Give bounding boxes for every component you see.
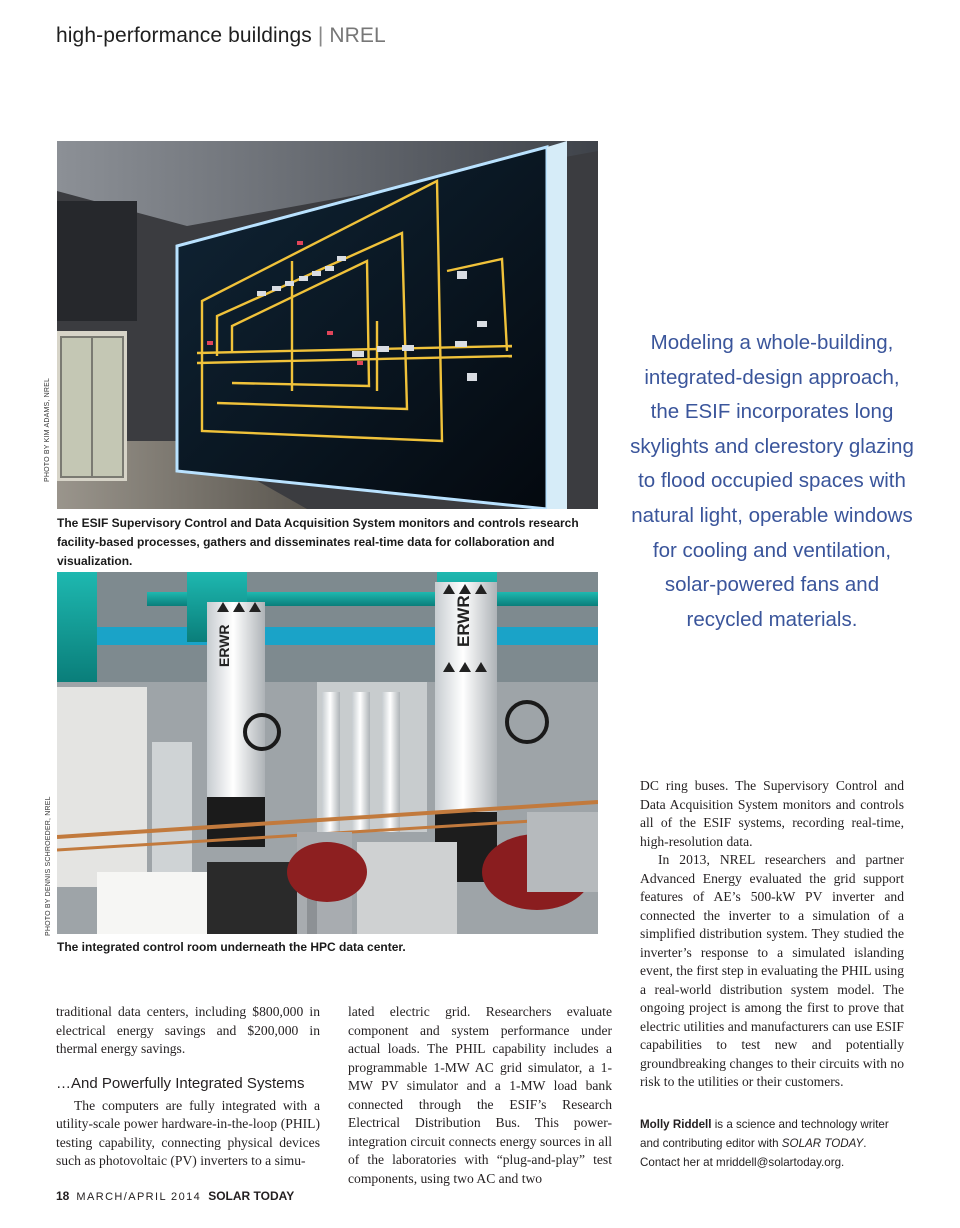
bio-magazine: SOLAR TODAY (781, 1137, 864, 1150)
header-separator: | (317, 24, 324, 47)
page-footer (56, 1189, 294, 1203)
author-bio (640, 1115, 908, 1172)
col1-paragraph-1: traditional data centers, including $800,000 in electrical energy savings and $200,000 in thermal energy savings. (56, 1004, 320, 1056)
pipe-label-right: ERWR (454, 595, 473, 647)
photo1-credit: PHOTO BY KIM ADAMS, NREL (44, 377, 51, 482)
magazine-name: SOLAR TODAY (208, 1189, 295, 1203)
section-header (56, 24, 386, 48)
header-org: NREL (329, 24, 386, 47)
section-title: high-performance buildings (56, 24, 312, 47)
page-number: 18 (56, 1189, 70, 1203)
pull-quote: Modeling a whole-building, integrated-design approach, the ESIF incorporates long skylights and clerestory glazing to flood occupied spaces with natural light, operable windows for cooling and ventilation, solar-powered fans and recycled materials. (630, 331, 914, 631)
pipe-label-left: ERWR (216, 624, 232, 667)
col1-paragraph-2: The computers are fully integrated with a utility-scale power hardware-in-the-loop (PHIL) testing capability, connecting physical devices such as photovoltaic (PV) inverters to a simu- (56, 1097, 320, 1168)
subhead: …And Powerfully Integrated Systems (56, 1074, 305, 1092)
col2-paragraph-1: lated electric grid. Researchers evaluate component and system performance under actual loads. The PHIL capability includes a programmable 1-MW AC grid simulator, a 1-MW PV simulator and a 1-MW load bank connected through the ESIF’s Research Electrical Distribution Bus. This power-integration circuit connects energy sources in all of the laboratories with “plug-and-play” test components, using two AC and two (348, 1004, 612, 1186)
photo2-caption: The integrated control room underneath the HPC data center. (57, 940, 406, 954)
article-column-2 (348, 1003, 612, 1188)
issue-date: MARCH/APRIL 2014 (76, 1191, 202, 1203)
photo2-credit: PHOTO BY DENNIS SCHROEDER, NREL (45, 796, 52, 936)
bio-text-1: is a science and technology writer and contributing editor with (640, 1118, 889, 1150)
author-name: Molly Riddell (640, 1118, 712, 1131)
control-room-photo (57, 572, 598, 934)
photo1-caption: The ESIF Supervisory Control and Data Acquisition System monitors and controls research facility-based processes, gathers and disseminates real-time data for collaboration and visualization. (57, 516, 579, 568)
scada-screen-photo (57, 141, 598, 509)
col3-paragraph-2: In 2013, NREL researchers and partner Advanced Energy evaluated the grid support features of AE’s 500-kW PV inverter and connected the inverter to a simulation of a simplified distribution system. They studied the inverter’s response to a simulated islanding event, the first step in evaluating the PHIL using a real-world distribution system model. The ongoing project is among the first to prove that electric utilities and manufacturers can use ESIF capabilities to test new and potentially groundbreaking changes to their circuits with no risk to the utilities or their customers. (640, 852, 904, 1089)
col3-paragraph-1: DC ring buses. The Supervisory Control and Data Acquisition System monitors and controls all of the ESIF systems, recording real-time, high-resolution data. (640, 778, 904, 849)
bio-text-2: . Contact her at mriddell@solartoday.org. (640, 1137, 867, 1169)
article-column-3 (640, 777, 904, 1092)
article-column-1 (56, 1003, 320, 1171)
